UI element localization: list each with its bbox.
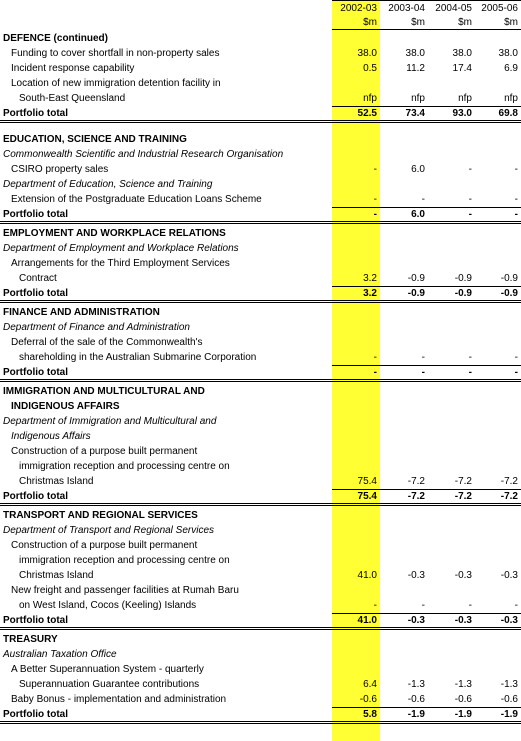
value-cell-2003-04: -1.3 [407, 679, 425, 690]
value-cell-2003-04: -1.9 [407, 709, 425, 720]
value-cell-2005-06: 38.0 [498, 48, 518, 59]
value-cell-2002-03: 41.0 [357, 615, 377, 626]
line-item-row [0, 335, 521, 350]
portfolio-total-row [0, 707, 521, 722]
value-cell-2004-05: -7.2 [454, 491, 472, 502]
agency-name: Department of Finance and Administration [3, 322, 190, 333]
value-cell-2002-03: 5.8 [363, 709, 377, 720]
value-cell-2002-03: 41.0 [357, 570, 377, 581]
portfolio-total-row [0, 365, 521, 380]
value-cell-2005-06: -7.2 [500, 476, 518, 487]
total-bottom-rule [0, 221, 521, 224]
total-top-rule [332, 365, 521, 366]
agency-row [0, 414, 521, 429]
agency-name: Australian Taxation Office [3, 649, 117, 660]
line-item-row [0, 598, 521, 613]
value-cell-2003-04: - [421, 367, 425, 378]
line-item-label: Location of new immigration detention facility in [11, 78, 221, 89]
value-cell-2002-03: 0.5 [363, 63, 377, 74]
portfolio-heading-row [0, 384, 521, 399]
agency-name: Indigenous Affairs [11, 431, 91, 442]
value-cell-2002-03: - [373, 600, 377, 611]
agency-row [0, 647, 521, 662]
value-cell-2002-03: 75.4 [357, 491, 377, 502]
year-header: 2003-04 [388, 3, 425, 14]
value-cell-2004-05: -7.2 [454, 476, 472, 487]
line-item-row [0, 350, 521, 365]
portfolio-heading: EDUCATION, SCIENCE AND TRAINING [3, 134, 187, 145]
portfolio-total-row [0, 106, 521, 121]
total-top-rule [332, 707, 521, 708]
line-item-label: Funding to cover shortfall in non-property sales [11, 48, 220, 59]
line-item-label: Arrangements for the Third Employment Services [11, 258, 230, 269]
value-cell-2003-04: - [421, 352, 425, 363]
portfolio-total-row [0, 207, 521, 222]
value-cell-2005-06: - [514, 164, 518, 175]
line-item-row [0, 538, 521, 553]
value-cell-2003-04: -0.6 [407, 694, 425, 705]
line-item-label: Extension of the Postgraduate Education Loans Scheme [11, 194, 262, 205]
portfolio-total-label: Portfolio total [3, 288, 68, 299]
value-cell-2002-03: 6.4 [363, 679, 377, 690]
line-item-label: immigration reception and processing centre on [19, 461, 230, 472]
unit-header: $m [363, 17, 377, 28]
portfolio-heading: EMPLOYMENT AND WORKPLACE RELATIONS [3, 228, 226, 239]
line-item-row [0, 61, 521, 76]
value-cell-2002-03: nfp [363, 93, 377, 104]
value-cell-2004-05: -0.3 [454, 615, 472, 626]
value-cell-2005-06: -0.3 [500, 615, 518, 626]
value-cell-2004-05: - [468, 600, 472, 611]
value-cell-2005-06: -0.9 [500, 288, 518, 299]
total-top-rule [332, 207, 521, 208]
line-item-row [0, 474, 521, 489]
agency-row [0, 429, 521, 444]
value-cell-2005-06: - [514, 367, 518, 378]
agency-name: Department of Immigration and Multicultural and [3, 416, 217, 427]
line-item-row [0, 192, 521, 207]
value-cell-2002-03: 52.5 [357, 108, 377, 119]
value-cell-2005-06: -1.3 [500, 679, 518, 690]
value-cell-2002-03: 3.2 [363, 273, 377, 284]
value-cell-2003-04: 73.4 [405, 108, 425, 119]
agency-name: Commonwealth Scientific and Industrial Research Organisation [3, 149, 284, 160]
portfolio-heading-row [0, 632, 521, 647]
value-cell-2003-04: -7.2 [407, 491, 425, 502]
value-cell-2002-03: - [373, 194, 377, 205]
value-cell-2003-04: 11.2 [406, 63, 425, 74]
value-cell-2005-06: - [514, 194, 518, 205]
value-cell-2005-06: - [514, 209, 518, 220]
value-cell-2004-05: - [468, 209, 472, 220]
unit-header: $m [504, 17, 518, 28]
line-item-row [0, 162, 521, 177]
value-cell-2003-04: -7.2 [407, 476, 425, 487]
portfolio-heading: FINANCE AND ADMINISTRATION [3, 307, 160, 318]
value-cell-2003-04: -0.9 [407, 288, 425, 299]
line-item-label: Deferral of the sale of the Commonwealth's [11, 337, 203, 348]
value-cell-2002-03: - [373, 209, 377, 220]
line-item-label: A Better Superannuation System - quarterly [11, 664, 204, 675]
value-cell-2003-04: - [421, 600, 425, 611]
line-item-row [0, 568, 521, 583]
value-cell-2002-03: 75.4 [357, 476, 377, 487]
value-cell-2004-05: -1.3 [454, 679, 472, 690]
agency-name: Department of Employment and Workplace Relations [3, 243, 239, 254]
value-cell-2004-05: 17.4 [452, 63, 472, 74]
line-item-label: CSIRO property sales [11, 164, 109, 175]
unit-header: $m [411, 17, 425, 28]
value-cell-2005-06: 69.8 [498, 108, 518, 119]
portfolio-heading: TRANSPORT AND REGIONAL SERVICES [3, 510, 198, 521]
value-cell-2005-06: -0.3 [500, 570, 518, 581]
portfolio-total-label: Portfolio total [3, 108, 68, 119]
portfolio-total-label: Portfolio total [3, 709, 68, 720]
line-item-row [0, 692, 521, 707]
value-cell-2004-05: -1.9 [454, 709, 472, 720]
portfolio-heading: TREASURY [3, 634, 58, 645]
line-item-row [0, 256, 521, 271]
value-cell-2005-06: - [514, 600, 518, 611]
value-cell-2002-03: - [373, 352, 377, 363]
agency-row [0, 177, 521, 192]
value-cell-2003-04: 6.0 [411, 164, 425, 175]
year-header: 2002-03 [340, 3, 377, 14]
total-bottom-rule [0, 379, 521, 382]
value-cell-2002-03: -0.6 [359, 694, 377, 705]
value-cell-2004-05: -0.3 [454, 570, 472, 581]
value-cell-2002-03: 3.2 [363, 288, 377, 299]
portfolio-heading: DEFENCE (continued) [3, 33, 108, 44]
value-cell-2003-04: -0.3 [407, 615, 425, 626]
value-cell-2003-04: nfp [411, 93, 425, 104]
total-top-rule [332, 489, 521, 490]
year-header: 2004-05 [435, 3, 472, 14]
value-cell-2004-05: 93.0 [452, 108, 472, 119]
value-cell-2005-06: -1.9 [500, 709, 518, 720]
portfolio-heading: IMMIGRATION AND MULTICULTURAL AND [3, 386, 205, 397]
total-bottom-rule [0, 300, 521, 303]
value-cell-2004-05: -0.9 [454, 273, 472, 284]
value-cell-2004-05: -0.9 [454, 288, 472, 299]
total-bottom-rule [0, 120, 521, 123]
line-item-label: Construction of a purpose built permanent [11, 540, 198, 551]
unit-header: $m [458, 17, 472, 28]
value-cell-2004-05: -0.6 [454, 694, 472, 705]
value-cell-2003-04: -0.9 [407, 273, 425, 284]
line-item-row [0, 459, 521, 474]
line-item-row [0, 662, 521, 677]
line-item-row [0, 444, 521, 459]
line-item-row [0, 46, 521, 61]
line-item-row [0, 583, 521, 598]
line-item-label: Baby Bonus - implementation and administration [11, 694, 227, 705]
total-bottom-rule [0, 721, 521, 724]
value-cell-2002-03: - [373, 367, 377, 378]
value-cell-2005-06: -0.9 [500, 273, 518, 284]
portfolio-total-row [0, 613, 521, 628]
year-header: 2005-06 [481, 3, 518, 14]
total-top-rule [332, 613, 521, 614]
line-item-label: immigration reception and processing centre on [19, 555, 230, 566]
value-cell-2002-03: - [373, 164, 377, 175]
line-item-row [0, 553, 521, 568]
value-cell-2004-05: - [468, 164, 472, 175]
header-units-row [0, 15, 521, 30]
agency-row [0, 147, 521, 162]
header-bottom-rule [332, 29, 521, 30]
line-item-label: New freight and passenger facilities at Rumah Baru [11, 585, 239, 596]
line-item-row [0, 677, 521, 692]
value-cell-2003-04: - [421, 194, 425, 205]
portfolio-heading-row [0, 31, 521, 46]
line-item-label: Superannuation Guarantee contributions [19, 679, 200, 690]
value-cell-2002-03: 38.0 [357, 48, 377, 59]
value-cell-2005-06: 6.9 [504, 63, 518, 74]
line-item-row [0, 91, 521, 106]
value-cell-2004-05: - [468, 352, 472, 363]
value-cell-2005-06: - [514, 352, 518, 363]
value-cell-2003-04: 6.0 [411, 209, 425, 220]
total-top-rule [332, 286, 521, 287]
line-item-label: on West Island, Cocos (Keeling) Islands [19, 600, 197, 611]
value-cell-2004-05: 38.0 [452, 48, 472, 59]
portfolio-heading: INDIGENOUS AFFAIRS [11, 401, 120, 412]
portfolio-heading-row [0, 399, 521, 414]
line-item-row [0, 271, 521, 286]
agency-name: Department of Education, Science and Training [3, 179, 213, 190]
value-cell-2003-04: -0.3 [407, 570, 425, 581]
line-item-label: Construction of a purpose built permanent [11, 446, 198, 457]
portfolio-total-label: Portfolio total [3, 491, 68, 502]
portfolio-total-row [0, 489, 521, 504]
value-cell-2004-05: - [468, 194, 472, 205]
portfolio-total-label: Portfolio total [3, 209, 68, 220]
portfolio-total-row [0, 286, 521, 301]
portfolio-heading-row [0, 132, 521, 147]
value-cell-2004-05: nfp [458, 93, 472, 104]
header-years-row [0, 1, 521, 16]
line-item-label: Christmas Island [19, 476, 94, 487]
line-item-label: shareholding in the Australian Submarine Corporation [19, 352, 257, 363]
portfolio-total-label: Portfolio total [3, 615, 68, 626]
value-cell-2005-06: nfp [504, 93, 518, 104]
total-top-rule [332, 106, 521, 107]
portfolio-heading-row [0, 305, 521, 320]
line-item-row [0, 76, 521, 91]
line-item-label: Christmas Island [19, 570, 94, 581]
value-cell-2003-04: 38.0 [405, 48, 425, 59]
portfolio-total-label: Portfolio total [3, 367, 68, 378]
line-item-label: South-East Queensland [19, 93, 126, 104]
line-item-label: Contract [19, 273, 57, 284]
agency-row [0, 320, 521, 335]
value-cell-2005-06: -0.6 [500, 694, 518, 705]
value-cell-2005-06: -7.2 [500, 491, 518, 502]
agency-row [0, 241, 521, 256]
total-bottom-rule [0, 503, 521, 506]
total-bottom-rule [0, 627, 521, 630]
line-item-label: Incident response capability [11, 63, 135, 74]
agency-name: Department of Transport and Regional Services [3, 525, 215, 536]
portfolio-heading-row [0, 226, 521, 241]
agency-row [0, 523, 521, 538]
portfolio-heading-row [0, 508, 521, 523]
value-cell-2004-05: - [468, 367, 472, 378]
